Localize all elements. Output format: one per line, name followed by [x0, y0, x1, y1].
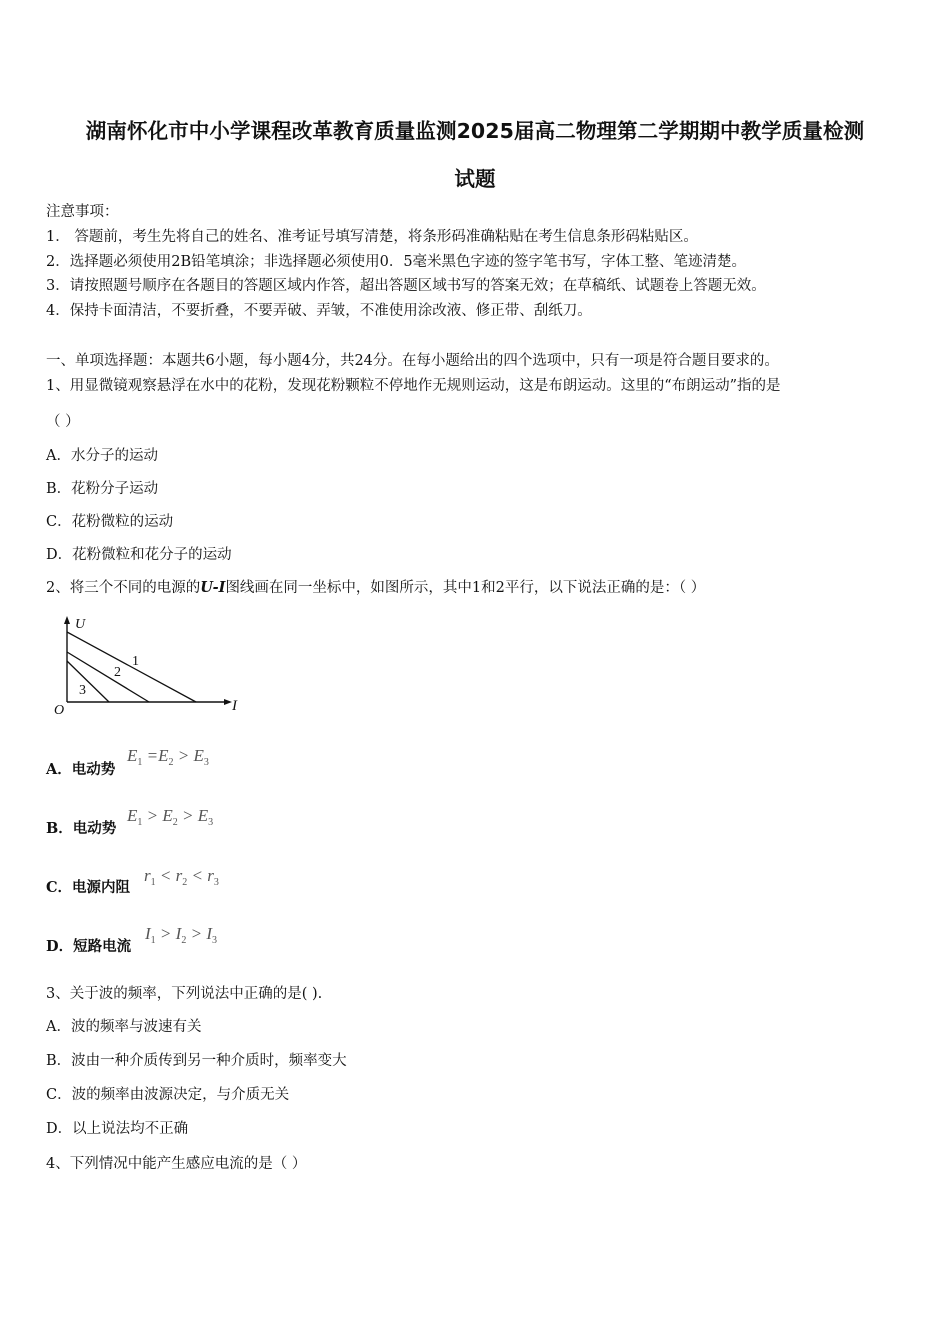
document-title: 湖南怀化市中小学课程改革教育质量监测2025届高二物理第二学期期中教学质量检测	[85, 119, 865, 143]
q1-stem: 1、用显微镜观察悬浮在水中的花粉，发现花粉颗粒不停地作无规则运动，这是布朗运动。这里的“布朗运动”指的是	[46, 378, 781, 394]
q2-option-d-math: $I_1 > I_2 > I_3$	[145, 924, 217, 946]
q2-option-a-label: A．电动势	[46, 761, 116, 778]
q1-bracket: （ ）	[46, 414, 80, 430]
ui-graph-figure	[46, 614, 246, 718]
q2-option-b-math: $E_1 > E_2 > E_3$	[127, 806, 214, 828]
q2-option-a-math: $E_1 =E_2 > E_3$	[127, 746, 209, 768]
q1-option-d: D．花粉微粒和花分子的运动	[46, 547, 232, 563]
q1-option-c: C．花粉微粒的运动	[46, 514, 174, 530]
q2-option-c-math: $r_1 < r_2 < r_3$	[144, 866, 219, 888]
notice-heading: 注意事项：	[46, 204, 119, 220]
notice-item-4: 4．保持卡面清洁，不要折叠，不要弄破、弄皱，不准使用涂改液、修正带、刮纸刀。	[46, 303, 592, 319]
i-axis-label: I	[232, 698, 237, 714]
i-axis-arrow	[224, 699, 232, 705]
q2-option-c-label: C．电源内阻	[46, 879, 131, 896]
line-label-3: 3	[79, 683, 86, 698]
line-label-2: 2	[114, 665, 121, 680]
u-axis-label: U	[75, 617, 86, 632]
graph-line-3	[67, 661, 109, 702]
q3-stem: 3、关于波的频率，下列说法中正确的是( ).	[46, 986, 323, 1002]
document-title-cont: 试题	[454, 167, 496, 191]
q3-option-a: A．波的频率与波速有关	[46, 1019, 202, 1035]
q3-option-d: D．以上说法均不正确	[46, 1121, 189, 1137]
q2-option-d-label: D．短路电流	[46, 938, 132, 955]
q3-option-c: C．波的频率由波源决定，与介质无关	[46, 1087, 290, 1103]
notice-item-2: 2．选择题必须使用2B铅笔填涂；非选择题必须使用0．5毫米黑色字迹的签字笔书写，字体工整、笔迹清楚。	[46, 254, 747, 270]
notice-item-1: 1． 答题前，考生先将自己的姓名、准考证号填写清楚，将条形码准确粘贴在考生信息条形码粘贴区。	[46, 229, 698, 245]
q2-option-b-label: B．电动势	[46, 820, 117, 837]
q2-stem-pre: 2、将三个不同的电源的	[46, 580, 201, 596]
notice-item-3: 3．请按照题号顺序在各题目的答题区域内作答，超出答题区域书写的答案无效；在草稿纸、试题卷上答题无效。	[46, 278, 766, 294]
q2-stem-post: 图线画在同一坐标中，如图所示，其中1和2平行，以下说法正确的是：（ ）	[225, 580, 706, 596]
q1-option-a: A．水分子的运动	[46, 448, 158, 464]
q2-stem-ui: U-I	[200, 579, 226, 596]
q2-stem	[46, 578, 705, 598]
u-axis-arrow	[64, 616, 70, 624]
origin-label: O	[54, 703, 65, 718]
line-label-1: 1	[132, 654, 139, 669]
q4-stem: 4、下列情况中能产生感应电流的是（ ）	[46, 1156, 307, 1172]
q1-option-b: B．花粉分子运动	[46, 481, 159, 497]
section-heading: 一、单项选择题：本题共6小题，每小题4分，共24分。在每小题给出的四个选项中，只有一项是符合题目要求的。	[46, 353, 779, 369]
q3-option-b: B．波由一种介质传到另一种介质时，频率变大	[46, 1053, 347, 1069]
